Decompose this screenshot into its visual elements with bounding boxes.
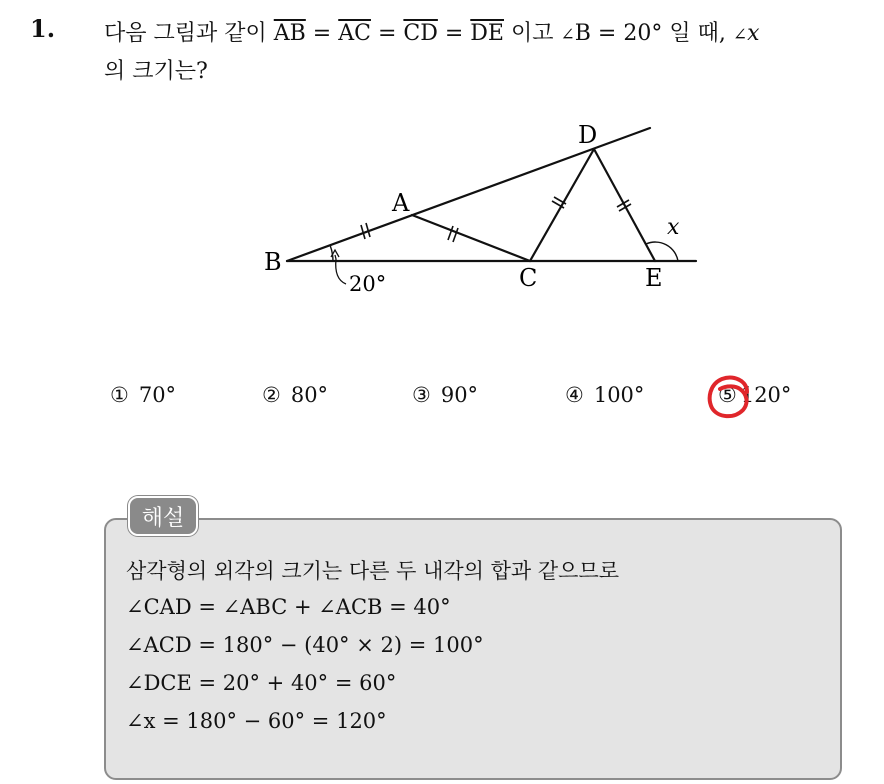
question-mid: 이고 <box>504 21 561 46</box>
choice-3[interactable] <box>412 383 478 407</box>
segment-ab: $\overline{AB}$ <box>273 21 306 46</box>
segment-de: $\overline{DE}$ <box>470 21 504 46</box>
question-number: 1. <box>30 14 56 43</box>
equals-sign: = <box>305 21 339 46</box>
choice-value: 120° <box>740 383 792 407</box>
segment-a-c <box>412 215 530 261</box>
label-angle-20: 20° <box>349 272 387 296</box>
angle-b-condition: B = 20° 일 때, <box>574 21 733 46</box>
angle-pointer-b <box>335 255 346 284</box>
choice-number: ① <box>110 383 129 407</box>
label-e: E <box>645 264 663 292</box>
choice-value: 70° <box>138 383 177 407</box>
choice-number: ④ <box>565 383 584 407</box>
answer-circle-mark <box>703 372 753 422</box>
choice-value: 90° <box>440 383 479 407</box>
question-prefix: 다음 그림과 같이 <box>104 21 274 46</box>
question-text-line1 <box>104 16 759 47</box>
solution-tab: 해설 <box>128 496 198 536</box>
segment-d-e <box>594 149 655 261</box>
choice-1[interactable] <box>110 383 176 407</box>
choice-value: 100° <box>593 383 645 407</box>
label-b: B <box>264 248 282 276</box>
tick-ac-1 <box>448 226 453 240</box>
segment-c-d <box>530 149 594 261</box>
solution-line-3: ∠ACD = 180° − (40° × 2) = 100° <box>126 633 484 657</box>
label-x: x <box>667 215 680 240</box>
equals-sign: = <box>370 21 404 46</box>
label-c: C <box>519 264 538 292</box>
question-text-line2: 의 크기는? <box>104 59 208 84</box>
angle-symbol: ∠ <box>732 25 748 45</box>
solution-line-2: ∠CAD = ∠ABC + ∠ACB = 40° <box>126 595 451 619</box>
solution-line-4: ∠DCE = 20° + 40° = 60° <box>126 671 397 695</box>
angle-symbol: ∠ <box>560 25 575 45</box>
choice-4[interactable] <box>565 383 644 407</box>
segment-ac: $\overline{AC}$ <box>338 21 371 46</box>
segment-cd: $\overline{CD}$ <box>403 21 438 46</box>
choice-number: ③ <box>412 383 431 407</box>
choice-number: ② <box>262 383 281 407</box>
geometry-figure <box>250 112 710 302</box>
solution-line-1: 삼각형의 외각의 크기는 다른 두 내각의 합과 같으므로 <box>126 559 620 583</box>
label-a: A <box>392 189 410 217</box>
variable-x: x <box>747 21 760 46</box>
solution-line-5: ∠x = 180° − 60° = 120° <box>126 709 387 733</box>
equals-sign: = <box>437 21 471 46</box>
choice-number: ⑤ <box>718 383 737 407</box>
choice-value: 80° <box>290 383 329 407</box>
choice-2[interactable] <box>262 383 328 407</box>
label-d: D <box>578 121 598 149</box>
